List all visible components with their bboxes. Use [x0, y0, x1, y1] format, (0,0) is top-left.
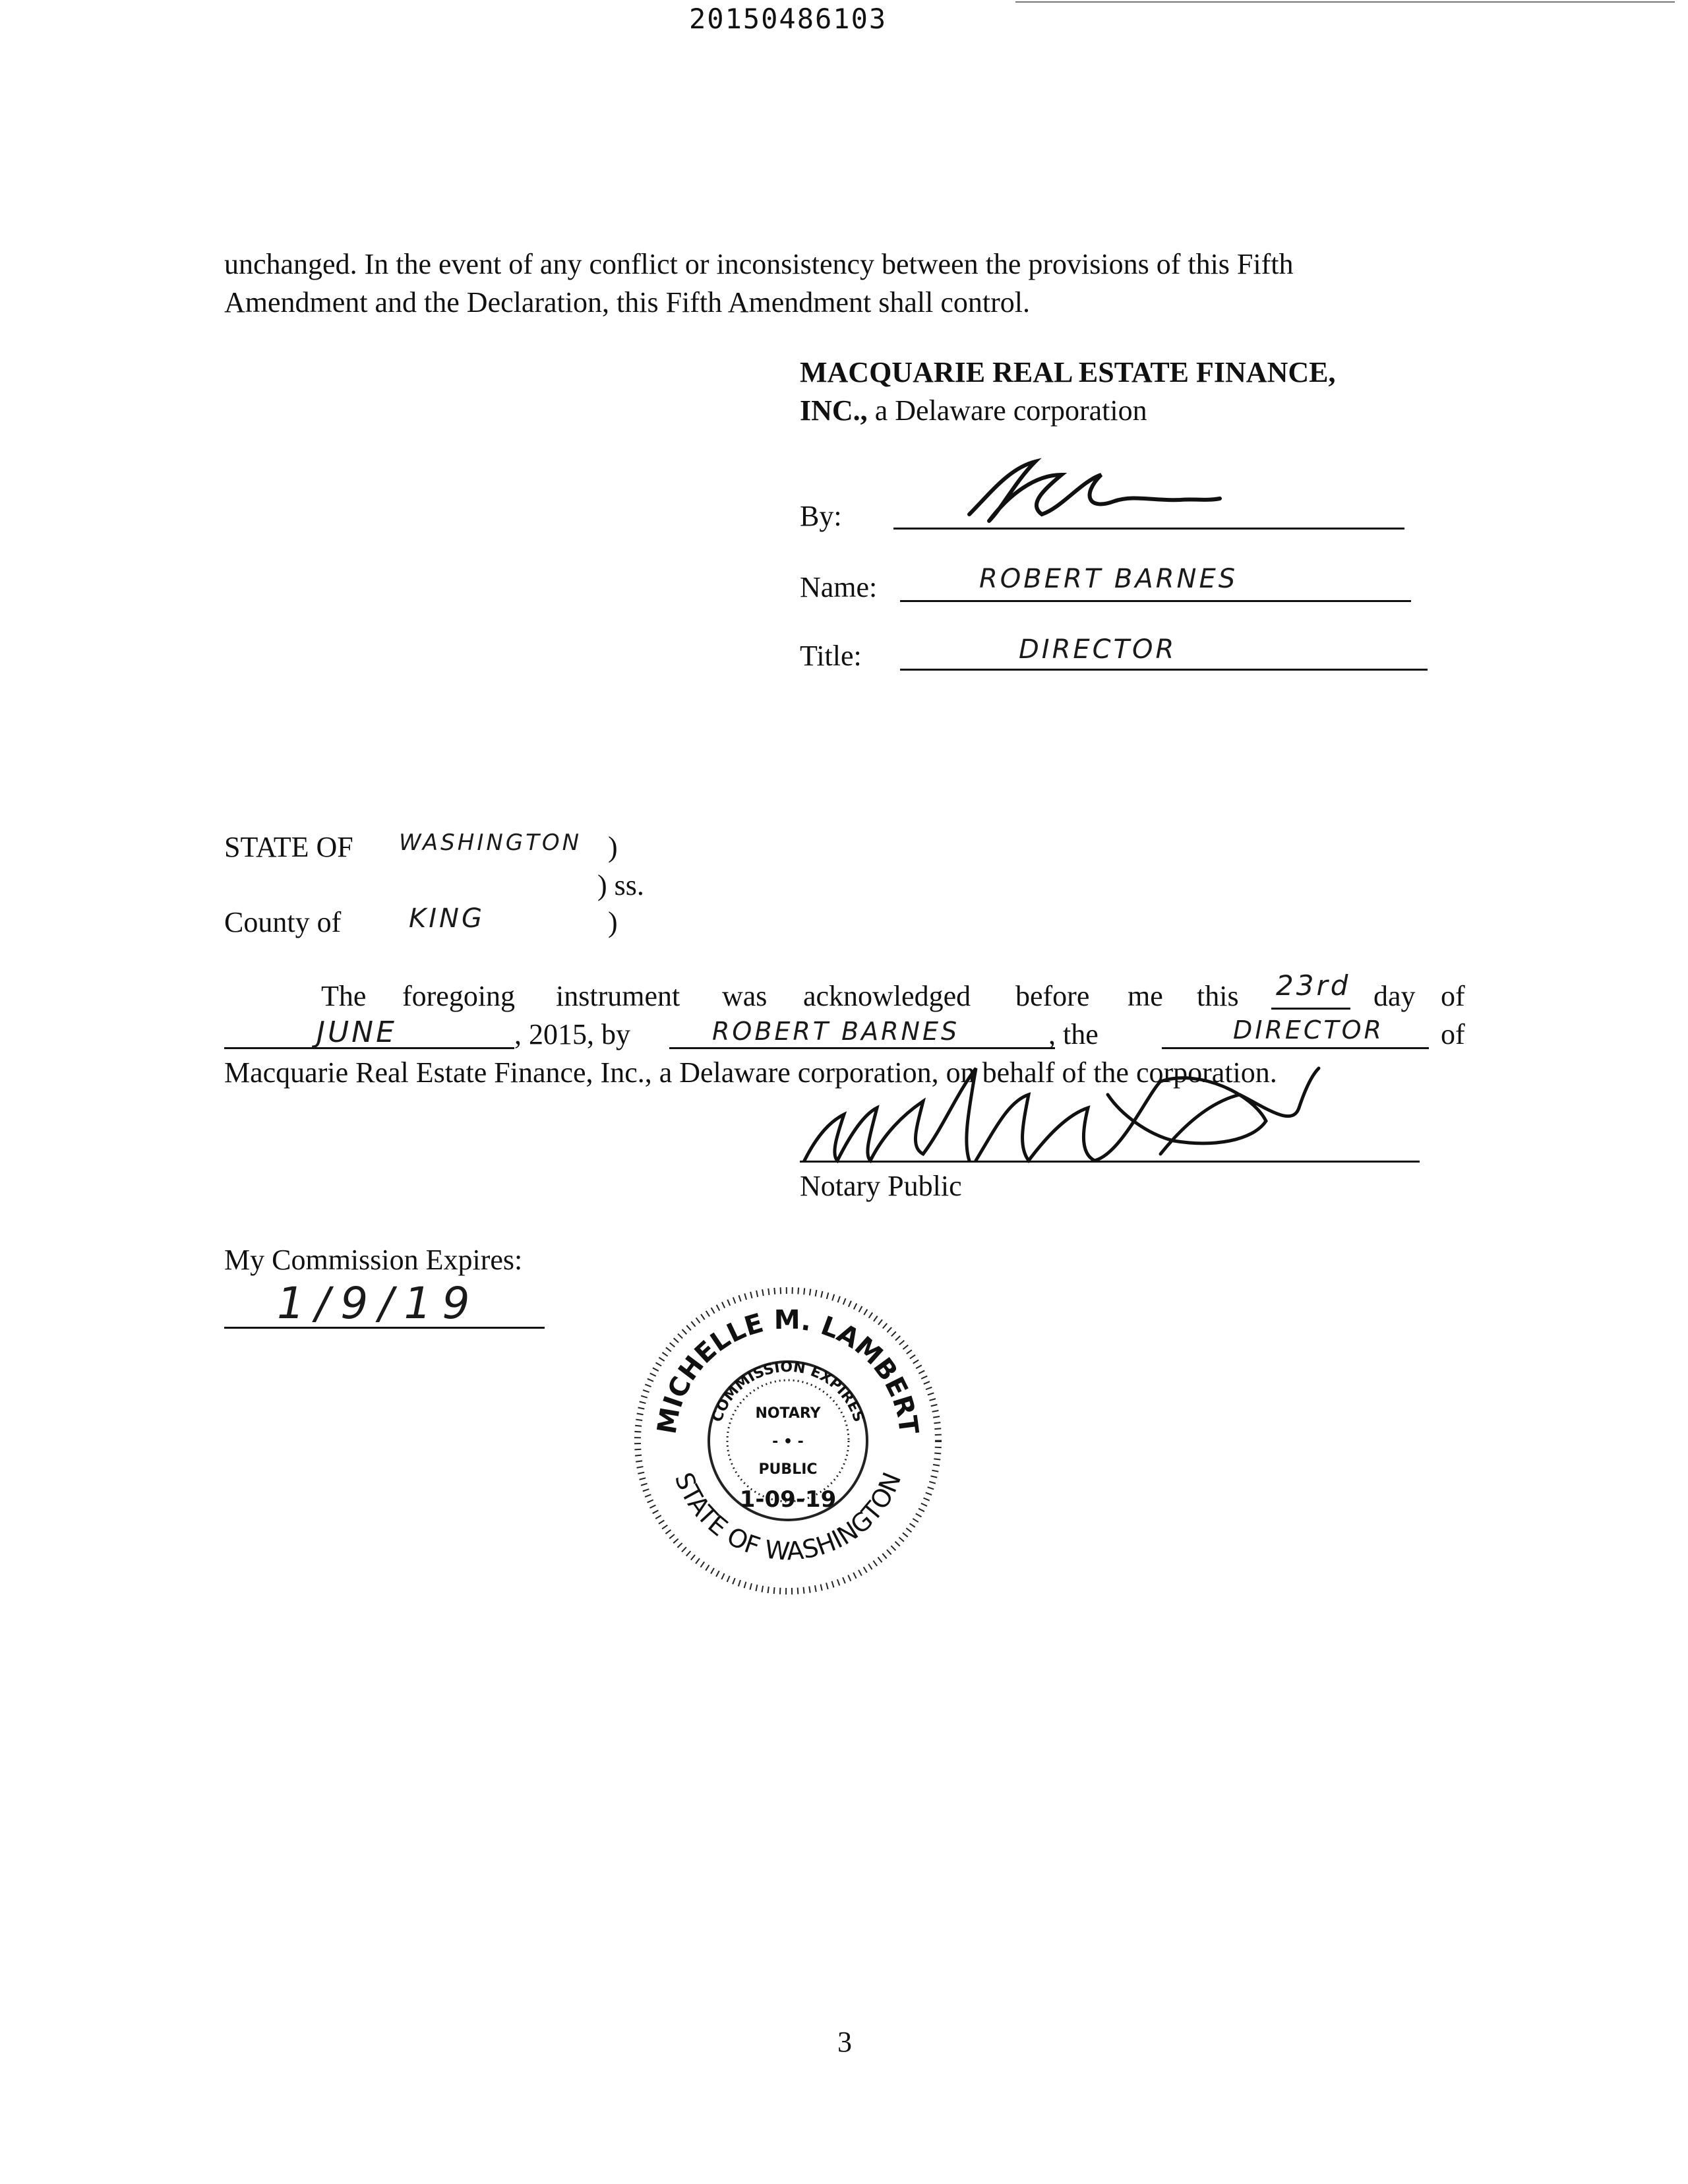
company-type: a Delaware corporation [867, 394, 1147, 427]
company-description [800, 392, 1147, 430]
ack-word: before [1015, 980, 1090, 1012]
ack-role-value: DIRECTOR [1233, 1016, 1384, 1045]
seal-public: PUBLIC [758, 1461, 818, 1478]
seal-name: MICHELLE M. LAMBERT [651, 1304, 924, 1436]
title-line [900, 669, 1428, 671]
title-value: DIRECTOR [1019, 634, 1177, 665]
person-line [669, 1047, 1055, 1049]
seal-commission: COMMISSION EXPIRES [709, 1358, 867, 1424]
ack-the-text: , the [1048, 1018, 1099, 1050]
state-label: STATE OF [224, 831, 353, 863]
ack-word: of [1441, 980, 1465, 1012]
ack-word: this [1197, 980, 1239, 1012]
notary-signature-line [800, 1161, 1420, 1163]
name-value: ROBERT BARNES [979, 564, 1238, 594]
seal-date: 1-09-19 [739, 1486, 837, 1513]
county-paren: ) [608, 906, 618, 938]
ack-word: day [1373, 980, 1416, 1012]
commission-label: My Commission Expires: [224, 1244, 523, 1276]
county-label: County of [224, 906, 342, 938]
page-number: 3 [837, 2026, 852, 2058]
company-name-suffix: INC., [800, 394, 868, 427]
authorized-signature [963, 455, 1226, 534]
name-label: Name: [800, 571, 878, 603]
intro-line-1: unchanged. In the event of any conflict or inconsistency between the provisions of this Fifth [224, 248, 1294, 280]
company-name: MACQUARIE REAL ESTATE FINANCE, [800, 356, 1336, 388]
county-value: KING [409, 903, 485, 934]
notary-seal [623, 1276, 953, 1606]
seal-dots: - • - [772, 1434, 804, 1450]
commission-value: 1/9/19 [277, 1278, 481, 1329]
ack-of-text: of [1441, 1018, 1465, 1050]
title-label: Title: [800, 640, 862, 672]
header-rule [1015, 1, 1675, 3]
ack-word: me [1128, 980, 1163, 1012]
ack-month-value: JUNE [316, 1016, 397, 1049]
ack-year-text: , 2015, by [514, 1018, 630, 1050]
ack-person-value: ROBERT BARNES [712, 1017, 960, 1046]
ack-word: instrument [556, 980, 680, 1012]
name-line [900, 600, 1411, 602]
seal-state: STATE OF WASHINGTON [669, 1468, 907, 1566]
state-paren: ) [608, 831, 618, 863]
state-value: WASHINGTON [399, 830, 582, 856]
ack-day-value: 23rd [1276, 969, 1351, 1002]
notary-label: Notary Public [800, 1170, 962, 1202]
document-number: 20150486103 [689, 3, 888, 35]
ack-word: was [722, 980, 768, 1012]
ack-word: foregoing [402, 980, 516, 1012]
ack-word: The [321, 980, 367, 1012]
day-line [1271, 1008, 1350, 1010]
ss-text: ) ss. [597, 869, 644, 901]
intro-line-2: Amendment and the Declaration, this Fifth Amendment shall control. [224, 286, 1030, 318]
ack-line-3: Macquarie Real Estate Finance, Inc., a Delaware corporation, on behalf of the corporation. [224, 1056, 1277, 1089]
commission-line [224, 1327, 545, 1329]
role-line [1162, 1047, 1429, 1049]
ack-word: acknowledged [803, 980, 971, 1012]
by-label: By: [800, 500, 842, 532]
seal-notary: NOTARY [755, 1405, 821, 1422]
